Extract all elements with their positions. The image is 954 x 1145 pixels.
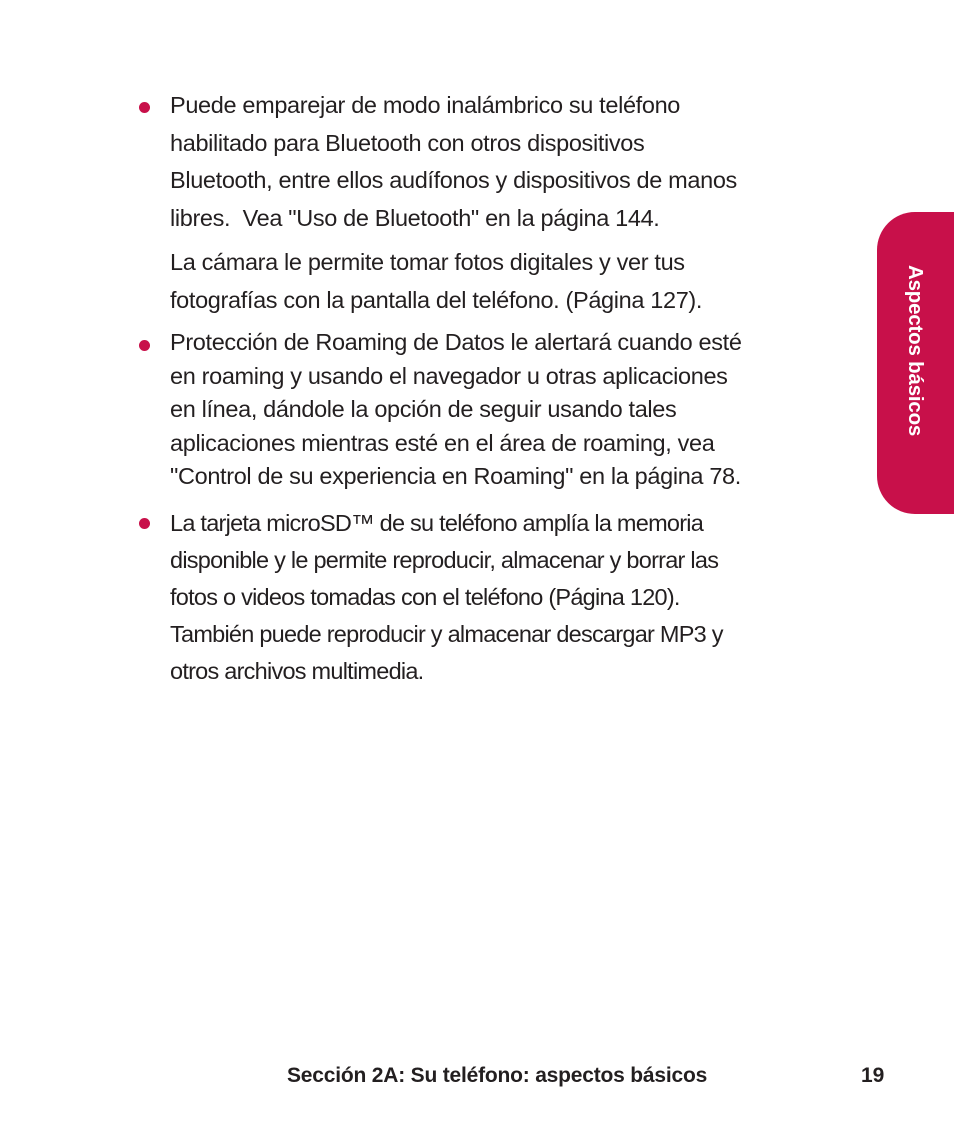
text-line: fotos o videos tomadas con el teléfono (Página 120).: [170, 584, 680, 610]
text-line: en roaming y usando el navegador u otras aplicaciones: [170, 362, 728, 389]
text-line: La cámara le permite tomar fotos digitales y ver tus: [170, 249, 685, 275]
text-line: otros archivos multimedia.: [170, 658, 424, 684]
text-line: fotografías con la pantalla del teléfono. (Página 127).: [170, 286, 703, 313]
bullet-icon: [139, 340, 150, 351]
list-item: [170, 505, 860, 690]
list-item-continuation: [170, 244, 860, 319]
text-line: libres. Vea "Uso de Bluetooth" en la página 144.: [170, 204, 660, 231]
page-number: 19: [861, 1064, 885, 1087]
text-line: Protección de Roaming de Datos le alertará cuando esté: [170, 329, 742, 355]
text-line: Puede emparejar de modo inalámbrico su teléfono: [170, 92, 681, 118]
text-line: habilitado para Bluetooth con otros dispositivos: [170, 129, 645, 156]
list-item: [170, 87, 860, 237]
text-line: "Control de su experiencia en Roaming" en la página 78.: [170, 463, 741, 489]
text-line: Bluetooth, entre ellos audífonos y dispositivos de manos: [170, 167, 737, 193]
bullet-icon: [139, 102, 150, 113]
list-item: [170, 326, 860, 494]
text-line: disponible y le permite reproducir, almacenar y borrar las: [170, 547, 719, 573]
side-tab-label: Aspectos básicos: [904, 265, 927, 437]
text-line: en línea, dándole la opción de seguir usando tales: [170, 396, 677, 422]
text-line: La tarjeta microSD™ de su teléfono amplía la memoria: [170, 510, 704, 536]
text-line: También puede reproducir y almacenar descargar MP3 y: [170, 621, 723, 647]
bullet-icon: [139, 518, 150, 529]
text-line: aplicaciones mientras esté en el área de roaming, vea: [170, 429, 715, 456]
footer-section-title: Sección 2A: Su teléfono: aspectos básicos: [287, 1064, 708, 1087]
